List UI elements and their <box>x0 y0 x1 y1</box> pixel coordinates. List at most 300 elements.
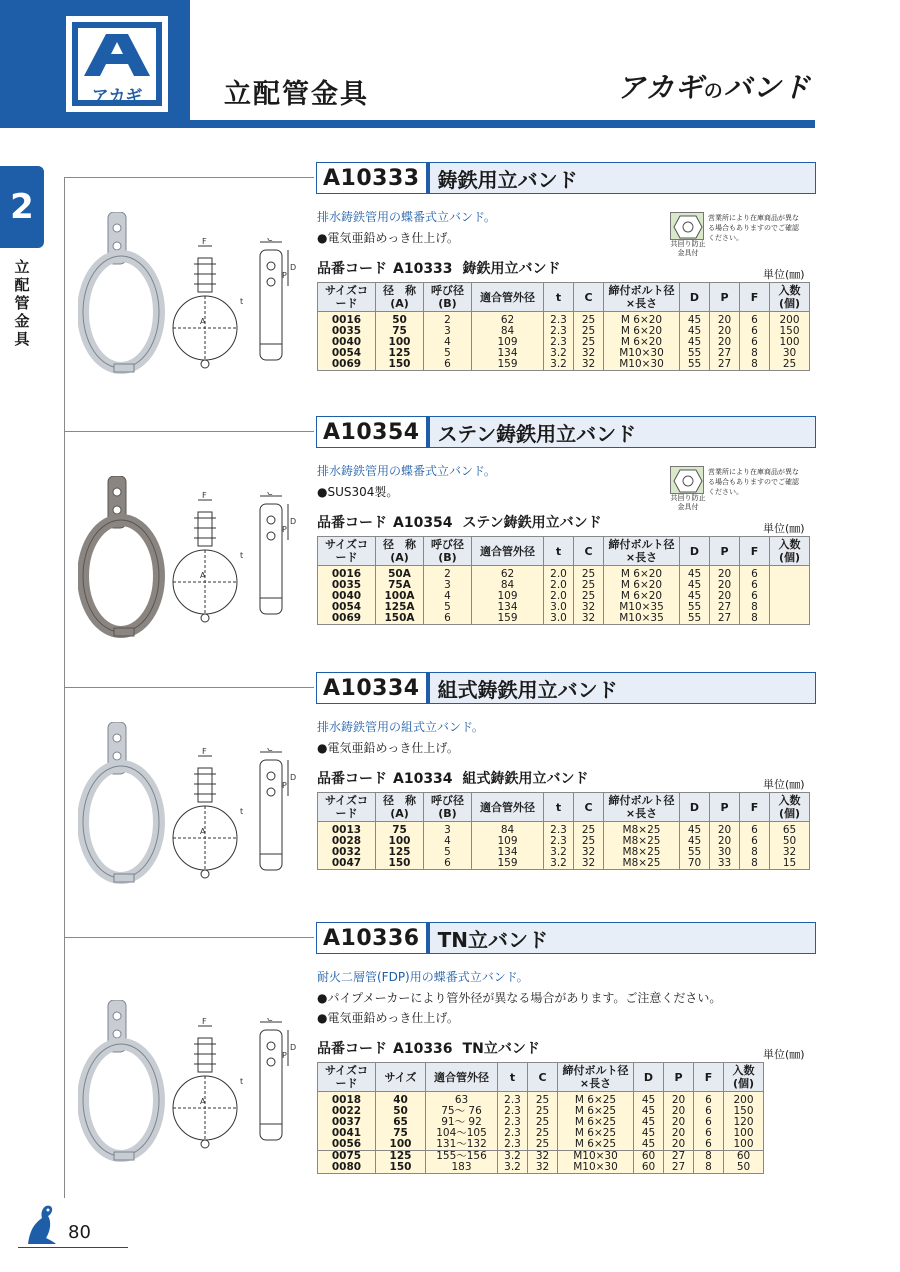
table-cell: 109 <box>472 337 544 348</box>
table-cell: 3.2 <box>544 359 574 371</box>
table-cell: 5 <box>424 847 472 858</box>
svg-text:t: t <box>240 297 244 306</box>
table-cell: 3.0 <box>544 602 574 613</box>
spec-table <box>317 282 810 371</box>
stock-notice-badge <box>668 212 798 260</box>
size-code-cell: 0080 <box>318 1162 376 1174</box>
table-cell: 20 <box>664 1092 694 1107</box>
table-cell: 60 <box>634 1162 664 1174</box>
table-cell: 2.3 <box>544 836 574 847</box>
section-title <box>316 672 816 704</box>
table-cell: 183 <box>426 1162 498 1174</box>
table-cell: 45 <box>634 1128 664 1139</box>
table-cell: 55 <box>680 602 710 613</box>
table-cell: 6 <box>694 1092 724 1107</box>
table-cell: 20 <box>664 1128 694 1139</box>
svg-text:A: A <box>200 317 206 326</box>
table-cell: 20 <box>710 326 740 337</box>
table-cell: 8 <box>740 847 770 858</box>
svg-text:F: F <box>202 748 207 756</box>
table-cell: 45 <box>680 822 710 837</box>
table-cell: 25 <box>528 1106 558 1117</box>
left-rule <box>64 178 65 1198</box>
column-header: t <box>544 537 574 566</box>
section-leader-line <box>64 431 314 432</box>
product-code-label: 品番コード <box>317 771 387 787</box>
header-rule <box>0 120 815 128</box>
table-cell: 50 <box>770 836 810 847</box>
size-code-cell: 0056 <box>318 1139 376 1151</box>
brand-small: の <box>703 80 724 102</box>
table-cell: 84 <box>472 326 544 337</box>
chapter-number: 2 <box>10 187 34 227</box>
column-header: 締付ボルト径×長さ <box>604 793 680 822</box>
svg-text:P: P <box>282 1051 287 1060</box>
table-cell: 150 <box>724 1106 764 1117</box>
table-cell: 50 <box>376 1106 426 1117</box>
mascot-icon <box>20 1200 60 1246</box>
size-code-cell: 0069 <box>318 359 376 371</box>
column-header: t <box>498 1063 528 1092</box>
table-cell: 159 <box>472 858 544 870</box>
product-code-line <box>317 258 561 278</box>
column-header: 適合管外径 <box>472 537 544 566</box>
table-cell: 70 <box>680 858 710 870</box>
table-cell: 125 <box>376 1151 426 1163</box>
unit-label: 単位(㎜) <box>763 522 805 535</box>
table-cell: 75 <box>376 326 424 337</box>
brand-tail: バンド <box>723 71 811 104</box>
table-cell: 32 <box>574 602 604 613</box>
badge-text: 営業所により在庫商品が異なる場合もありますのでご確認ください。 <box>708 468 799 496</box>
table-cell: 20 <box>710 822 740 837</box>
table-cell: 8 <box>740 359 770 371</box>
table-cell: M 6×20 <box>604 326 680 337</box>
svg-text:P: P <box>282 525 287 534</box>
table-cell: 32 <box>528 1162 558 1174</box>
dimension-drawing <box>170 238 300 377</box>
table-cell: 100 <box>770 337 810 348</box>
product-photo <box>78 722 168 896</box>
svg-text:t: t <box>240 1077 244 1086</box>
column-header: 入数(個) <box>724 1063 764 1092</box>
column-header: サイズコード <box>318 793 376 822</box>
table-cell: 3.2 <box>544 858 574 870</box>
size-code-cell: 0016 <box>318 566 376 581</box>
svg-text:A: A <box>200 827 206 836</box>
table-cell: 25 <box>574 566 604 581</box>
table-cell: 2.3 <box>544 337 574 348</box>
table-cell: 6 <box>694 1139 724 1151</box>
page-number: 80 <box>68 1222 91 1243</box>
table-cell: 8 <box>740 613 770 625</box>
column-header: P <box>710 537 740 566</box>
table-cell: 6 <box>740 337 770 348</box>
table-cell <box>770 602 810 613</box>
section-name: 組式鋳鉄用立バンド <box>437 677 618 702</box>
column-header: t <box>544 283 574 312</box>
unit-label: 単位(㎜) <box>763 778 805 791</box>
table-cell: 32 <box>528 1151 558 1163</box>
dimension-drawing <box>170 1018 300 1157</box>
product-code-label: 品番コード <box>317 1041 387 1057</box>
product-code-label: 品番コード <box>317 515 387 531</box>
table-cell: 109 <box>472 591 544 602</box>
table-cell: 27 <box>710 359 740 371</box>
table-cell: M8×25 <box>604 822 680 837</box>
table-cell: 2.3 <box>498 1092 528 1107</box>
section-title <box>316 922 816 954</box>
section-description: 排水鋳鉄管用の蝶番式立バンド。 <box>317 210 496 224</box>
table-cell: M10×30 <box>558 1162 634 1174</box>
column-header: F <box>740 793 770 822</box>
svg-text:C: C <box>267 1018 273 1023</box>
table-cell: 6 <box>424 858 472 870</box>
column-header: サイズコード <box>318 283 376 312</box>
table-row <box>318 613 810 625</box>
size-code-cell: 0075 <box>318 1151 376 1163</box>
table-cell: 91〜 92 <box>426 1117 498 1128</box>
size-code-cell: 0054 <box>318 348 376 359</box>
table-cell: 6 <box>740 591 770 602</box>
table-cell: M10×30 <box>604 359 680 371</box>
table-cell: 32 <box>574 359 604 371</box>
svg-text:C: C <box>267 238 273 243</box>
column-header: F <box>694 1063 724 1092</box>
column-header: サイズ <box>376 1063 426 1092</box>
column-header: C <box>574 283 604 312</box>
table-cell: 15 <box>770 858 810 870</box>
table-cell: 45 <box>680 312 710 327</box>
table-cell: 45 <box>680 836 710 847</box>
table-cell: 100 <box>376 836 424 847</box>
svg-text:C: C <box>267 492 273 497</box>
table-cell: M8×25 <box>604 847 680 858</box>
table-cell: 8 <box>740 858 770 870</box>
table-cell: 2 <box>424 312 472 327</box>
table-cell: 5 <box>424 602 472 613</box>
column-header: 入数(個) <box>770 793 810 822</box>
table-cell: M10×35 <box>604 613 680 625</box>
brand-main: アカギ <box>617 71 704 104</box>
table-cell: 20 <box>710 566 740 581</box>
table-cell: 50 <box>724 1162 764 1174</box>
product-code: A10354 <box>393 515 453 531</box>
table-cell: 20 <box>710 312 740 327</box>
table-cell: 100 <box>376 1139 426 1151</box>
section-code: A10336 <box>317 923 430 953</box>
table-cell: 65 <box>376 1117 426 1128</box>
anti-rotation-icon <box>670 466 704 494</box>
unit-label: 単位(㎜) <box>763 268 805 281</box>
table-cell: M 6×25 <box>558 1092 634 1107</box>
size-code-cell: 0040 <box>318 591 376 602</box>
product-name: ステン鋳鉄用立バンド <box>462 515 602 531</box>
column-header: P <box>664 1063 694 1092</box>
product-photo <box>78 1000 168 1174</box>
table-cell: 50A <box>376 566 424 581</box>
table-cell: 2.3 <box>498 1106 528 1117</box>
table-cell: 27 <box>664 1162 694 1174</box>
table-cell: 55 <box>680 847 710 858</box>
unit-label: 単位(㎜) <box>763 1048 805 1061</box>
table-cell: M8×25 <box>604 836 680 847</box>
svg-text:F: F <box>202 492 207 500</box>
table-cell: 125 <box>376 348 424 359</box>
table-cell: 2 <box>424 566 472 581</box>
table-cell: 2.3 <box>544 822 574 837</box>
table-cell: 100 <box>724 1139 764 1151</box>
brand-title <box>617 66 811 106</box>
table-row <box>318 312 810 327</box>
spec-table <box>317 536 810 625</box>
table-cell: 150 <box>376 1162 426 1174</box>
table-cell: 45 <box>634 1092 664 1107</box>
table-row <box>318 359 810 371</box>
column-header: 締付ボルト径×長さ <box>558 1063 634 1092</box>
table-cell: 3 <box>424 580 472 591</box>
table-cell: 20 <box>664 1106 694 1117</box>
table-cell: 104〜105 <box>426 1128 498 1139</box>
section-description: 排水鋳鉄管用の組式立バンド。 <box>317 720 484 734</box>
size-code-cell: 0013 <box>318 822 376 837</box>
table-row <box>318 1139 764 1151</box>
badge-caption: 共回り防止金具付 <box>670 240 706 257</box>
table-cell: 6 <box>424 359 472 371</box>
page-title: 立配管金具 <box>224 79 369 110</box>
column-header: 呼び径(B) <box>424 283 472 312</box>
table-cell: 125 <box>376 847 424 858</box>
column-header: 径 称(A) <box>376 793 424 822</box>
table-cell: 2.3 <box>498 1117 528 1128</box>
table-cell: M 6×20 <box>604 580 680 591</box>
table-cell: 20 <box>664 1139 694 1151</box>
table-cell: 25 <box>770 359 810 371</box>
svg-text:D: D <box>290 773 297 782</box>
table-row <box>318 1162 764 1174</box>
table-cell: 4 <box>424 591 472 602</box>
product-code-line <box>317 512 602 532</box>
table-cell: 150 <box>770 326 810 337</box>
svg-text:D: D <box>290 263 297 272</box>
svg-text:P: P <box>282 271 287 280</box>
stock-notice-badge <box>668 466 798 514</box>
table-cell: 109 <box>472 836 544 847</box>
size-code-cell: 0041 <box>318 1128 376 1139</box>
product-code: A10334 <box>393 771 453 787</box>
table-cell: 120 <box>724 1117 764 1128</box>
section-description: 耐火二層管(FDP)用の蝶番式立バンド。 <box>317 970 529 984</box>
table-cell: 50 <box>376 312 424 327</box>
table-cell: 150A <box>376 613 424 625</box>
table-cell: 62 <box>472 566 544 581</box>
table-cell: 134 <box>472 847 544 858</box>
table-row <box>318 1092 764 1107</box>
svg-text:t: t <box>240 807 244 816</box>
chapter-tab <box>0 166 44 248</box>
anti-rotation-icon <box>670 212 704 240</box>
table-cell: M10×30 <box>604 348 680 359</box>
section-feature: ●電気亜鉛めっき仕上げ。 <box>317 1011 459 1025</box>
table-cell: 6 <box>740 566 770 581</box>
table-cell: M 6×20 <box>604 591 680 602</box>
svg-text:A: A <box>200 1097 206 1106</box>
table-cell: 45 <box>680 580 710 591</box>
table-cell: 8 <box>740 602 770 613</box>
table-cell: 200 <box>770 312 810 327</box>
table-cell: 25 <box>528 1092 558 1107</box>
table-cell: 2.0 <box>544 566 574 581</box>
table-cell: M 6×25 <box>558 1106 634 1117</box>
table-cell: 25 <box>574 836 604 847</box>
footer-rule <box>18 1247 128 1248</box>
table-cell: M 6×25 <box>558 1139 634 1151</box>
table-cell: 25 <box>574 326 604 337</box>
table-cell: 25 <box>574 580 604 591</box>
table-cell: 3 <box>424 326 472 337</box>
section-leader-line <box>64 687 314 688</box>
column-header: サイズコード <box>318 537 376 566</box>
table-cell: 25 <box>528 1139 558 1151</box>
table-cell: 32 <box>574 847 604 858</box>
table-row <box>318 566 810 581</box>
svg-text:D: D <box>290 517 297 526</box>
product-name: 組式鋳鉄用立バンド <box>462 771 589 787</box>
akagi-logo <box>58 8 176 116</box>
table-cell: 45 <box>634 1117 664 1128</box>
table-cell: 159 <box>472 359 544 371</box>
table-cell: 30 <box>770 348 810 359</box>
table-cell: 20 <box>710 836 740 847</box>
table-cell: M 6×25 <box>558 1117 634 1128</box>
table-cell: 134 <box>472 348 544 359</box>
section-name: TN立バンド <box>437 927 548 952</box>
table-cell: 75 <box>376 822 424 837</box>
table-cell: 6 <box>740 836 770 847</box>
table-cell: 40 <box>376 1092 426 1107</box>
product-photo <box>78 212 168 386</box>
table-cell: 5 <box>424 348 472 359</box>
table-cell: 6 <box>740 822 770 837</box>
table-cell: 25 <box>528 1117 558 1128</box>
table-cell <box>770 580 810 591</box>
table-cell: 155〜156 <box>426 1151 498 1163</box>
table-cell: 2.0 <box>544 591 574 602</box>
table-cell: 2.3 <box>498 1128 528 1139</box>
table-cell: 27 <box>710 602 740 613</box>
svg-text:F: F <box>202 1018 207 1026</box>
table-cell: 75A <box>376 580 424 591</box>
size-code-cell: 0047 <box>318 858 376 870</box>
column-header: P <box>710 793 740 822</box>
table-cell: 55 <box>680 613 710 625</box>
svg-text:D: D <box>290 1043 297 1052</box>
product-code-line <box>317 1038 540 1058</box>
table-cell: 45 <box>634 1106 664 1117</box>
table-cell: 150 <box>376 359 424 371</box>
column-header: D <box>680 283 710 312</box>
dimension-drawing <box>170 492 300 631</box>
table-cell: 55 <box>680 359 710 371</box>
table-cell: 30 <box>710 847 740 858</box>
table-cell: 4 <box>424 836 472 847</box>
table-cell: 2.3 <box>544 312 574 327</box>
table-cell: 6 <box>740 326 770 337</box>
table-cell: 150 <box>376 858 424 870</box>
section-description: 排水鋳鉄管用の蝶番式立バンド。 <box>317 464 496 478</box>
column-header: 適合管外径 <box>472 793 544 822</box>
table-cell: 100A <box>376 591 424 602</box>
table-cell: 20 <box>664 1117 694 1128</box>
column-header: 締付ボルト径×長さ <box>604 283 680 312</box>
table-cell: 20 <box>710 580 740 591</box>
table-cell: 65 <box>770 822 810 837</box>
table-cell <box>770 591 810 602</box>
column-header: サイズコード <box>318 1063 376 1092</box>
table-cell: 6 <box>740 580 770 591</box>
table-cell: 20 <box>710 591 740 602</box>
table-cell: 25 <box>574 822 604 837</box>
svg-text:F: F <box>202 238 207 246</box>
column-header: F <box>740 537 770 566</box>
spec-table <box>317 792 810 870</box>
table-cell: 63 <box>426 1092 498 1107</box>
table-cell: 45 <box>680 591 710 602</box>
table-cell: 84 <box>472 822 544 837</box>
section-title <box>316 162 816 194</box>
column-header: C <box>574 793 604 822</box>
column-header: C <box>574 537 604 566</box>
section-code: A10333 <box>317 163 430 193</box>
product-code: A10333 <box>393 261 453 277</box>
section-code: A10354 <box>317 417 430 447</box>
table-cell: 6 <box>424 613 472 625</box>
table-cell: 2.0 <box>544 580 574 591</box>
table-cell: 3.2 <box>498 1151 528 1163</box>
column-header: t <box>544 793 574 822</box>
table-cell: 75 <box>376 1128 426 1139</box>
table-cell: 32 <box>574 348 604 359</box>
dimension-drawing <box>170 748 300 887</box>
product-code: A10336 <box>393 1041 453 1057</box>
table-cell: 27 <box>710 348 740 359</box>
table-cell: 25 <box>574 337 604 348</box>
table-cell: 100 <box>376 337 424 348</box>
table-cell: 55 <box>680 348 710 359</box>
column-header: F <box>740 283 770 312</box>
table-cell: 25 <box>574 591 604 602</box>
svg-text:C: C <box>267 748 273 753</box>
column-header: D <box>680 793 710 822</box>
table-cell: M 6×20 <box>604 337 680 348</box>
size-code-cell: 0035 <box>318 580 376 591</box>
table-cell: 2.3 <box>544 326 574 337</box>
section-title <box>316 416 816 448</box>
section-code: A10334 <box>317 673 430 703</box>
table-cell: 6 <box>740 312 770 327</box>
table-cell: 25 <box>528 1128 558 1139</box>
table-cell: 25 <box>574 312 604 327</box>
table-cell: 3.2 <box>544 348 574 359</box>
column-header: 径 称(A) <box>376 537 424 566</box>
table-cell: 3.0 <box>544 613 574 625</box>
svg-text:A: A <box>200 571 206 580</box>
column-header: 入数(個) <box>770 537 810 566</box>
column-header: 締付ボルト径×長さ <box>604 537 680 566</box>
table-cell: 4 <box>424 337 472 348</box>
section-leader-line <box>64 937 314 938</box>
table-cell: 3 <box>424 822 472 837</box>
